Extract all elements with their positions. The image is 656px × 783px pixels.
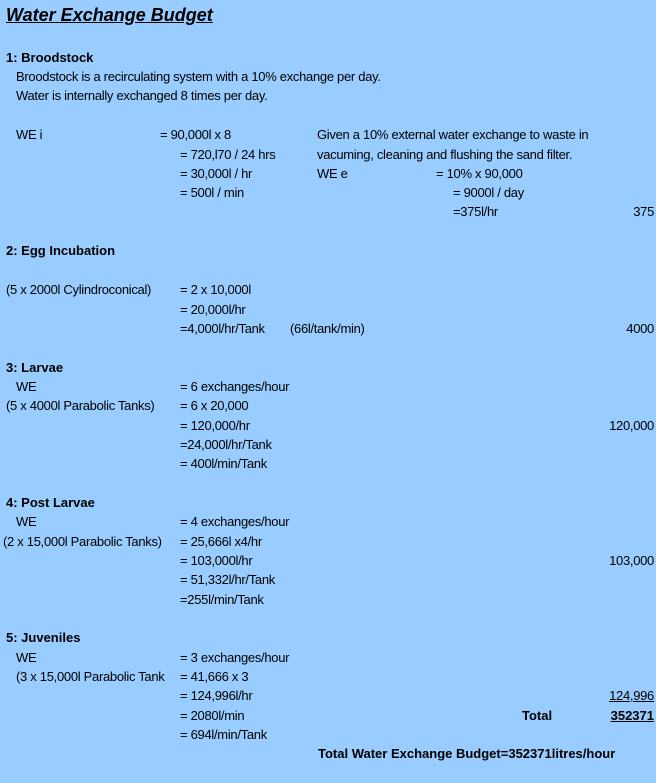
calc-line: = 6 exchanges/hour xyxy=(180,379,290,394)
broodstock-description: Broodstock is a recirculating system with a 10% exchange per day. xyxy=(16,69,381,84)
calc-line: = 3 exchanges/hour xyxy=(180,650,290,665)
section-heading-egg-incubation: 2: Egg Incubation xyxy=(6,243,116,258)
note-line: Given a 10% external water exchange to waste in xyxy=(317,127,589,142)
calc-line: =4,000l/hr/Tank xyxy=(180,321,265,336)
tank-label: (5 x 2000l Cylindroconical) xyxy=(6,282,152,297)
calc-line: = 25,666l x4/hr xyxy=(180,534,262,549)
calc-line: = 103,000l/hr xyxy=(180,553,253,568)
section-total: 124,996 xyxy=(609,688,654,703)
calc-line: = 9000l / day xyxy=(453,185,524,200)
calc-line: = 20,000l/hr xyxy=(180,302,246,317)
section-heading-juveniles: 5: Juveniles xyxy=(6,630,81,645)
section-total: 120,000 xyxy=(609,418,654,433)
grand-total: 352371 xyxy=(610,708,654,723)
calc-line: = 10% x 90,000 xyxy=(436,166,523,181)
calc-line: = 30,000l / hr xyxy=(180,166,253,181)
calc-line: =375l/hr xyxy=(453,204,498,219)
calc-line: = 4 exchanges/hour xyxy=(180,514,290,529)
section-total: 375 xyxy=(633,204,654,219)
broodstock-description: Water is internally exchanged 8 times per day. xyxy=(16,88,268,103)
calc-line: = 694l/min/Tank xyxy=(180,727,267,742)
section-total: 103,000 xyxy=(609,553,654,568)
we-i-label: WE i xyxy=(16,127,43,142)
note-line: vacuming, cleaning and flushing the sand filter. xyxy=(317,147,573,162)
calc-line: = 51,332l/hr/Tank xyxy=(180,572,275,587)
calc-line: = 41,666 x 3 xyxy=(180,669,249,684)
calc-line: = 500l / min xyxy=(180,185,244,200)
we-label: WE xyxy=(16,514,37,529)
calc-line: = 90,000l x 8 xyxy=(160,127,231,142)
section-heading-broodstock: 1: Broodstock xyxy=(6,50,94,65)
calc-line: = 400l/min/Tank xyxy=(180,456,267,471)
total-budget: Total Water Exchange Budget=352371litres/hour xyxy=(318,746,616,761)
we-e-label: WE e xyxy=(317,166,348,181)
section-total: 4000 xyxy=(626,321,654,336)
we-label: WE xyxy=(16,650,37,665)
tank-label: (3 x 15,000l Parabolic Tank xyxy=(16,669,165,684)
section-heading-larvae: 3: Larvae xyxy=(6,360,64,375)
section-heading-post-larvae: 4: Post Larvae xyxy=(6,495,95,510)
page-title: Water Exchange Budget xyxy=(6,5,213,25)
calc-line: =255l/min/Tank xyxy=(180,592,264,607)
calc-line: = 720,l70 / 24 hrs xyxy=(180,147,276,162)
calc-line: = 2080l/min xyxy=(180,708,245,723)
calc-line: = 6 x 20,000 xyxy=(180,398,249,413)
calc-line: =24,000l/hr/Tank xyxy=(180,437,272,452)
we-label: WE xyxy=(16,379,37,394)
calc-line: = 2 x 10,000l xyxy=(180,282,251,297)
calc-line: = 120,000/hr xyxy=(180,418,250,433)
calc-line: = 124,996l/hr xyxy=(180,688,253,703)
tank-label: (5 x 4000l Parabolic Tanks) xyxy=(6,398,155,413)
tank-label: (2 x 15,000l Parabolic Tanks) xyxy=(3,534,162,549)
calc-note: (66l/tank/min) xyxy=(290,321,365,336)
total-label: Total xyxy=(522,708,553,723)
